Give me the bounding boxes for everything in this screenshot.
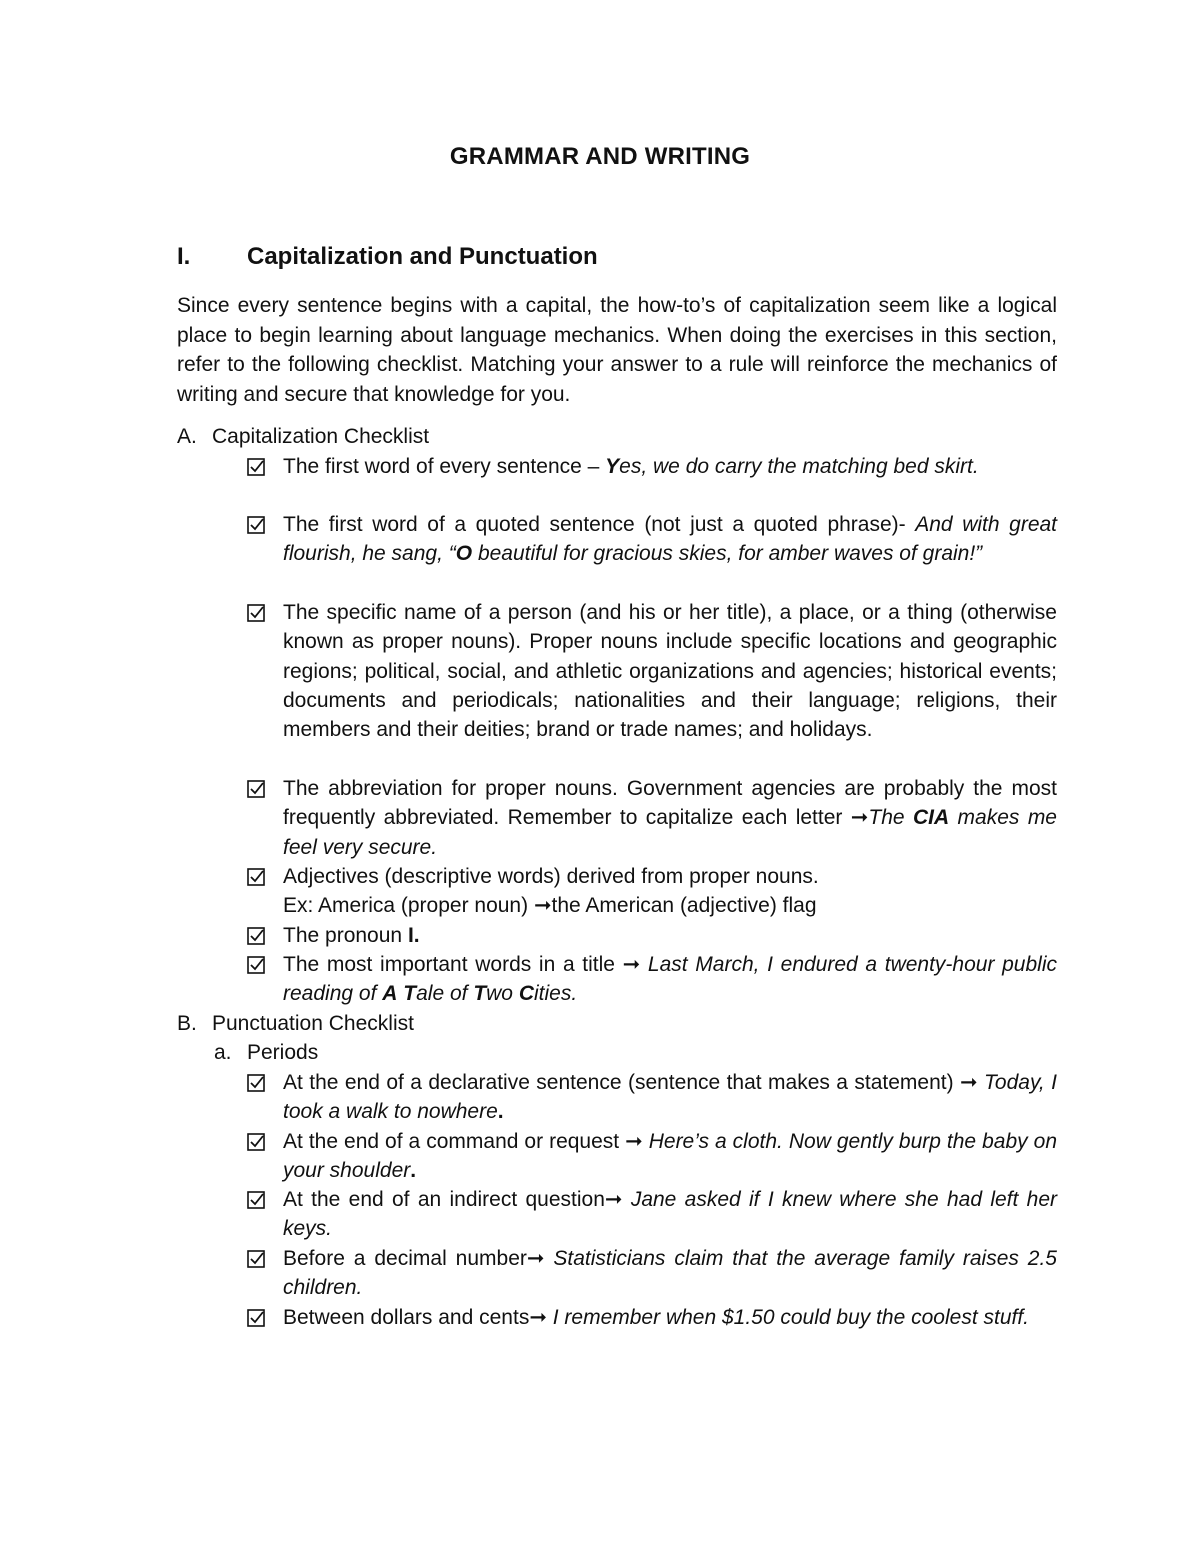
checked-box-icon: [247, 956, 265, 974]
periods-subheading: [214, 1038, 318, 1068]
checklist-item: [247, 774, 1057, 862]
checked-box-icon: [247, 927, 265, 945]
list-heading: Punctuation Checklist: [212, 1012, 414, 1035]
checklist-item: [247, 452, 1057, 481]
checked-box-icon: [247, 458, 265, 476]
list-label: A.: [177, 425, 197, 448]
title-word-initial: C: [518, 982, 534, 1006]
sublist-heading: Periods: [247, 1041, 319, 1064]
item-text: The first word of a quoted sentence (not just a quoted phrase)-: [283, 513, 916, 536]
checked-box-icon: [247, 1191, 265, 1209]
example-text: makes me feel very secure.: [283, 806, 1057, 859]
section-title: Capitalization and Punctuation: [247, 243, 598, 270]
page-title: GRAMMAR AND WRITING: [449, 143, 751, 170]
example-text: I remember when $1.50 could buy the coolest stuff.: [552, 1306, 1030, 1329]
checked-box-icon: [247, 1250, 265, 1268]
checklist-item: [247, 598, 1057, 744]
checklist-item: [247, 1303, 1057, 1332]
title-word-rest: ale of: [416, 982, 474, 1006]
checked-box-icon: [247, 1133, 265, 1151]
checked-box-icon: [247, 1074, 265, 1092]
example-bold: O: [455, 542, 473, 566]
punctuation-heading: [177, 1009, 414, 1039]
list-label: B.: [177, 1012, 197, 1035]
example-pre: And with great flourish, he sang, “: [283, 513, 1058, 566]
title-word-initial: T: [473, 982, 487, 1006]
checklist-item: [247, 1185, 1057, 1244]
title-word-rest: ities.: [534, 982, 578, 1006]
title-word-initial: T: [403, 982, 417, 1006]
title-word-initial: A: [382, 982, 398, 1006]
example-text: beautiful for gracious skies, for amber waves of grain!”: [472, 542, 983, 566]
title-word-rest: wo: [486, 982, 519, 1006]
sublist-label: a.: [214, 1041, 232, 1064]
checklist-item: [247, 862, 1057, 921]
item-text: Before a decimal number➞: [283, 1247, 554, 1270]
item-text: The specific name of a person (and his or her title), a place, or a thing (otherwise known as proper nouns). Proper nouns include specific locations and geographic regions; political, social, and athletic organizations and agencies; historical events; documents and periodicals; nationalities and their language; religions, their members and their deities; brand or trade names; and holidays.: [283, 601, 1057, 742]
item-example-line: Ex: America (proper noun) ➞the American (adjective) flag: [283, 894, 817, 918]
section-number: I.: [177, 243, 191, 270]
example-text: es, we do carry the matching bed skirt.: [619, 455, 979, 478]
item-text: At the end of an indirect question➞: [283, 1188, 631, 1211]
checklist-item: [247, 1244, 1057, 1303]
example-bold: Y: [605, 455, 620, 478]
example-text: Today, I took a walk to nowhere: [283, 1071, 1057, 1124]
period-mark: .: [410, 1159, 417, 1183]
intro-paragraph: Since every sentence begins with a capital, the how-to’s of capitalization seem like a logical place to begin learning about language mechanics. When doing the exercises in this section, refer to the following checklist. Matching your answer to a rule will reinforce the mechanics of writing and secure that knowledge for you.: [177, 294, 1057, 406]
example-pre: The: [868, 806, 913, 830]
capitalization-heading: [177, 422, 429, 452]
item-text: The pronoun: [283, 924, 408, 947]
example-text: Here’s a cloth. Now gently burp the baby on your shoulder: [283, 1130, 1057, 1183]
item-text: At the end of a command or request ➞: [283, 1130, 649, 1153]
list-heading: Capitalization Checklist: [212, 425, 430, 448]
example-text: Jane asked if I knew where she had left her keys.: [283, 1188, 1057, 1241]
item-text: The first word of every sentence –: [283, 455, 606, 478]
checklist-item: [247, 950, 1057, 1009]
period-mark: .: [497, 1100, 504, 1124]
example-pre: Last March, I endured a twenty-hour public reading of: [283, 953, 1057, 1006]
item-text: At the end of a declarative sentence (sentence that makes a statement) ➞: [283, 1071, 985, 1094]
checklist-item: [247, 921, 1057, 950]
item-text: The abbreviation for proper nouns. Government agencies are probably the most frequently abbreviated. Remember to capitalize each letter ➞: [283, 777, 1057, 830]
checklist-item: [247, 510, 1057, 569]
checked-box-icon: [247, 604, 265, 622]
checked-box-icon: [247, 516, 265, 534]
checklist-item: [247, 1068, 1057, 1127]
checked-box-icon: [247, 868, 265, 886]
item-text: The most important words in a title ➞: [283, 953, 648, 976]
example-text: Statisticians claim that the average family raises 2.5 children.: [283, 1247, 1057, 1300]
checked-box-icon: [247, 1309, 265, 1327]
item-text: Between dollars and cents➞: [283, 1306, 553, 1329]
item-text: Adjectives (descriptive words) derived from proper nouns.: [283, 865, 819, 888]
checklist-item: [247, 1127, 1057, 1186]
section-heading: [177, 243, 598, 271]
example-bold: CIA: [912, 806, 950, 830]
checked-box-icon: [247, 780, 265, 798]
item-bold-text: I.: [407, 924, 420, 947]
